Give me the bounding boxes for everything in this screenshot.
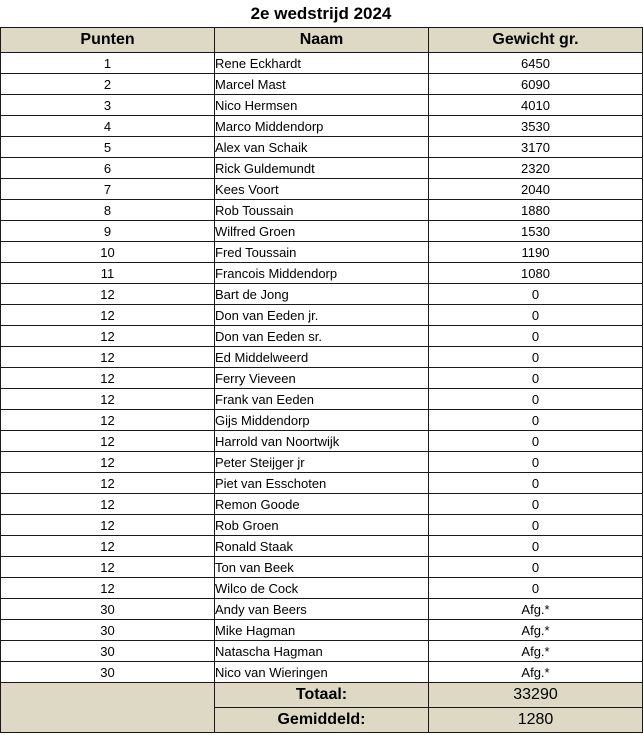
- punten-cell[interactable]: 12: [1, 473, 215, 494]
- punten-cell[interactable]: 4: [1, 116, 215, 137]
- naam-cell[interactable]: Rene Eckhardt: [215, 53, 429, 74]
- gewicht-cell[interactable]: 0: [429, 452, 643, 473]
- naam-cell[interactable]: Nico Hermsen: [215, 95, 429, 116]
- gewicht-cell[interactable]: Afg.*: [429, 620, 643, 641]
- punten-cell[interactable]: 12: [1, 305, 215, 326]
- table-row: [1, 641, 643, 662]
- summary-blank-cell: [1, 683, 215, 708]
- table-row: [1, 620, 643, 641]
- naam-cell[interactable]: Mike Hagman: [215, 620, 429, 641]
- gewicht-cell[interactable]: 2040: [429, 179, 643, 200]
- naam-cell[interactable]: Francois Middendorp: [215, 263, 429, 284]
- table-row: [1, 53, 643, 74]
- gewicht-cell[interactable]: 0: [429, 494, 643, 515]
- punten-cell[interactable]: 30: [1, 599, 215, 620]
- naam-cell[interactable]: Alex van Schaik: [215, 137, 429, 158]
- naam-cell[interactable]: Bart de Jong: [215, 284, 429, 305]
- punten-cell[interactable]: 12: [1, 389, 215, 410]
- table-row: [1, 410, 643, 431]
- punten-cell[interactable]: 30: [1, 662, 215, 683]
- table-row: [1, 179, 643, 200]
- naam-cell[interactable]: Rob Groen: [215, 515, 429, 536]
- naam-cell[interactable]: Kees Voort: [215, 179, 429, 200]
- naam-cell[interactable]: Ed Middelweerd: [215, 347, 429, 368]
- naam-cell[interactable]: Nico van Wieringen: [215, 662, 429, 683]
- header-row: [1, 28, 643, 53]
- punten-cell[interactable]: 12: [1, 452, 215, 473]
- table-row: [1, 662, 643, 683]
- gewicht-cell[interactable]: 6450: [429, 53, 643, 74]
- table-row: [1, 494, 643, 515]
- table-row: [1, 368, 643, 389]
- table-row: [1, 515, 643, 536]
- gemiddeld-row: [1, 708, 643, 733]
- header-naam[interactable]: Naam: [215, 28, 429, 53]
- table-row: [1, 431, 643, 452]
- naam-cell[interactable]: Marco Middendorp: [215, 116, 429, 137]
- gewicht-cell[interactable]: 0: [429, 473, 643, 494]
- gewicht-cell[interactable]: 0: [429, 326, 643, 347]
- punten-cell[interactable]: 12: [1, 515, 215, 536]
- table-row: [1, 599, 643, 620]
- gewicht-cell[interactable]: 1190: [429, 242, 643, 263]
- gewicht-cell[interactable]: 0: [429, 368, 643, 389]
- table-row: [1, 389, 643, 410]
- naam-cell[interactable]: Gijs Middendorp: [215, 410, 429, 431]
- punten-cell[interactable]: 8: [1, 200, 215, 221]
- gewicht-cell[interactable]: Afg.*: [429, 599, 643, 620]
- gemiddeld-label: Gemiddeld:: [215, 708, 429, 733]
- results-table: [0, 27, 643, 733]
- gewicht-cell[interactable]: 3170: [429, 137, 643, 158]
- gewicht-cell[interactable]: 0: [429, 515, 643, 536]
- naam-cell[interactable]: Harrold van Noortwijk: [215, 431, 429, 452]
- totaal-value[interactable]: 33290: [429, 683, 643, 708]
- naam-cell[interactable]: Rick Guldemundt: [215, 158, 429, 179]
- table-row: [1, 326, 643, 347]
- table-row: [1, 578, 643, 599]
- punten-cell[interactable]: 12: [1, 578, 215, 599]
- gewicht-cell[interactable]: 0: [429, 536, 643, 557]
- gewicht-cell[interactable]: Afg.*: [429, 641, 643, 662]
- naam-cell[interactable]: Don van Eeden jr.: [215, 305, 429, 326]
- table-row: [1, 305, 643, 326]
- table-row: [1, 158, 643, 179]
- punten-cell[interactable]: 5: [1, 137, 215, 158]
- naam-cell[interactable]: Piet van Esschoten: [215, 473, 429, 494]
- punten-cell[interactable]: 12: [1, 494, 215, 515]
- summary-blank-cell: [1, 708, 215, 733]
- gewicht-cell[interactable]: 2320: [429, 158, 643, 179]
- naam-cell[interactable]: Frank van Eeden: [215, 389, 429, 410]
- punten-cell[interactable]: 11: [1, 263, 215, 284]
- naam-cell[interactable]: Ferry Vieveen: [215, 368, 429, 389]
- punten-cell[interactable]: 6: [1, 158, 215, 179]
- punten-cell[interactable]: 12: [1, 536, 215, 557]
- totaal-row: [1, 683, 643, 708]
- gewicht-cell[interactable]: 4010: [429, 95, 643, 116]
- table-row: [1, 452, 643, 473]
- punten-cell[interactable]: 12: [1, 326, 215, 347]
- gewicht-cell[interactable]: 0: [429, 347, 643, 368]
- table-row: [1, 536, 643, 557]
- table-row: [1, 116, 643, 137]
- punten-cell[interactable]: 12: [1, 368, 215, 389]
- naam-cell[interactable]: Don van Eeden sr.: [215, 326, 429, 347]
- punten-cell[interactable]: 1: [1, 53, 215, 74]
- naam-cell[interactable]: Andy van Beers: [215, 599, 429, 620]
- punten-cell[interactable]: 12: [1, 284, 215, 305]
- gewicht-cell[interactable]: Afg.*: [429, 662, 643, 683]
- naam-cell[interactable]: Remon Goode: [215, 494, 429, 515]
- naam-cell[interactable]: Marcel Mast: [215, 74, 429, 95]
- table-row: [1, 74, 643, 95]
- naam-cell[interactable]: Rob Toussain: [215, 200, 429, 221]
- gewicht-cell[interactable]: 0: [429, 410, 643, 431]
- punten-cell[interactable]: 30: [1, 620, 215, 641]
- punten-cell[interactable]: 3: [1, 95, 215, 116]
- gemiddeld-value[interactable]: 1280: [429, 708, 643, 733]
- punten-cell[interactable]: 7: [1, 179, 215, 200]
- gewicht-cell[interactable]: 1530: [429, 221, 643, 242]
- punten-cell[interactable]: 12: [1, 557, 215, 578]
- punten-cell[interactable]: 10: [1, 242, 215, 263]
- gewicht-cell[interactable]: 0: [429, 431, 643, 452]
- gewicht-cell[interactable]: 3530: [429, 116, 643, 137]
- punten-cell[interactable]: 12: [1, 431, 215, 452]
- naam-cell[interactable]: Ton van Beek: [215, 557, 429, 578]
- punten-cell[interactable]: 2: [1, 74, 215, 95]
- naam-cell[interactable]: Natascha Hagman: [215, 641, 429, 662]
- naam-cell[interactable]: Wilco de Cock: [215, 578, 429, 599]
- gewicht-cell[interactable]: 0: [429, 557, 643, 578]
- gewicht-cell[interactable]: 0: [429, 284, 643, 305]
- table-row: [1, 473, 643, 494]
- table-row: [1, 557, 643, 578]
- table-row: [1, 263, 643, 284]
- gewicht-cell[interactable]: 0: [429, 305, 643, 326]
- punten-cell[interactable]: 12: [1, 347, 215, 368]
- gewicht-cell[interactable]: 1880: [429, 200, 643, 221]
- header-gewicht[interactable]: Gewicht gr.: [429, 28, 643, 53]
- gewicht-cell[interactable]: 6090: [429, 74, 643, 95]
- table-row: [1, 242, 643, 263]
- header-punten[interactable]: Punten: [1, 28, 215, 53]
- punten-cell[interactable]: 9: [1, 221, 215, 242]
- gewicht-cell[interactable]: 0: [429, 578, 643, 599]
- table-row: [1, 284, 643, 305]
- table-row: [1, 347, 643, 368]
- table-row: [1, 137, 643, 158]
- naam-cell[interactable]: Fred Toussain: [215, 242, 429, 263]
- table-row: [1, 95, 643, 116]
- gewicht-cell[interactable]: 1080: [429, 263, 643, 284]
- punten-cell[interactable]: 12: [1, 410, 215, 431]
- totaal-label: Totaal:: [215, 683, 429, 708]
- punten-cell[interactable]: 30: [1, 641, 215, 662]
- naam-cell[interactable]: Ronald Staak: [215, 536, 429, 557]
- table-row: [1, 200, 643, 221]
- results-body: [1, 53, 643, 683]
- table-row: [1, 221, 643, 242]
- gewicht-cell[interactable]: 0: [429, 389, 643, 410]
- naam-cell[interactable]: Wilfred Groen: [215, 221, 429, 242]
- sheet-title: 2e wedstrijd 2024: [250, 4, 392, 23]
- naam-cell[interactable]: Peter Steijger jr: [215, 452, 429, 473]
